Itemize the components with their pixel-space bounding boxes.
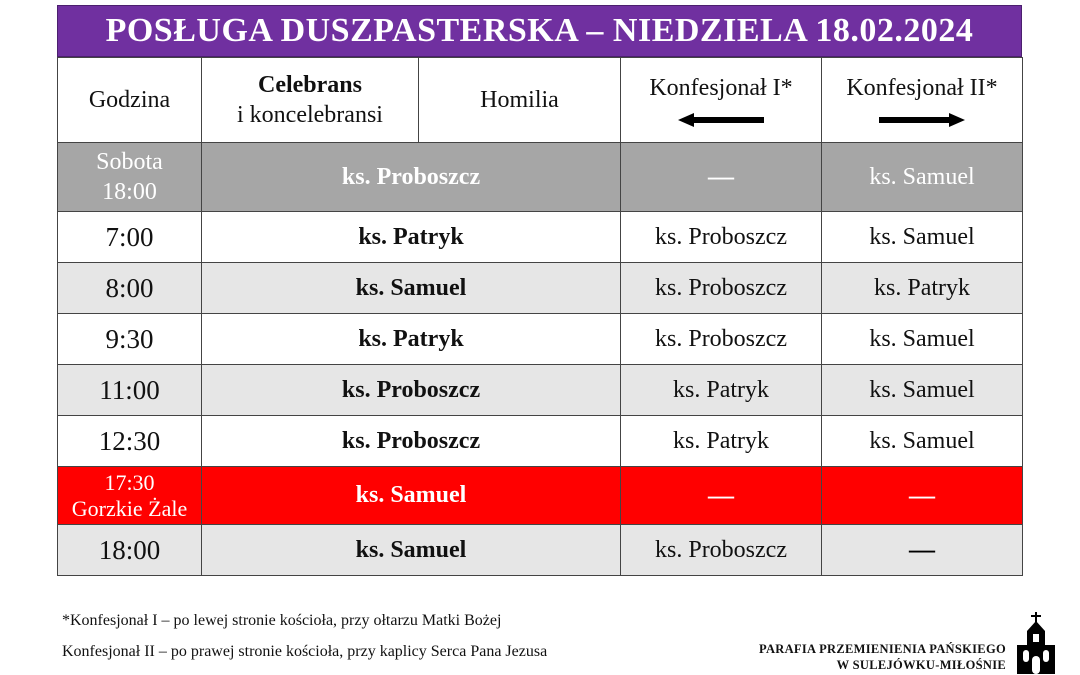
parish-name-line-2: W SULEJÓWKU-MIŁOŚNIE (836, 658, 1006, 672)
schedule-sheet (57, 5, 1022, 576)
schedule-table (57, 57, 1023, 576)
table-row (58, 525, 1023, 576)
time-cell: 18:00 (58, 525, 202, 576)
confessional-2-cell: — (822, 467, 1023, 525)
time-cell: 12:30 (58, 416, 202, 467)
footnote-confessional-2: Konfesjonał II – po prawej stronie kościoła, przy kaplicy Serca Pana Jezusa (62, 643, 548, 660)
confessional-2-cell: ks. Samuel (822, 143, 1023, 212)
celebrant-cell: ks. Samuel (202, 525, 621, 576)
time-cell: 11:00 (58, 365, 202, 416)
table-row (58, 263, 1023, 314)
header-celebrant-subtitle: i koncelebransi (237, 102, 383, 128)
table-row-lenten-service (58, 467, 1023, 525)
parish-name-line-1: PARAFIA PRZEMIENIENIA PAŃSKIEGO (758, 642, 1006, 656)
confessional-2-cell: ks. Samuel (822, 416, 1023, 467)
table-row (58, 365, 1023, 416)
confessional-1-cell: — (621, 143, 822, 212)
confessional-2-cell: ks. Samuel (822, 365, 1023, 416)
celebrant-cell: ks. Samuel (202, 263, 621, 314)
confessional-1-cell: — (621, 467, 822, 525)
confessional-1-cell: ks. Proboszcz (621, 314, 822, 365)
time-hour: 18:00 (102, 179, 157, 205)
time-day: Sobota (96, 149, 163, 175)
header-celebrant-title: Celebrans (258, 72, 362, 98)
confessional-2-cell: ks. Samuel (822, 314, 1023, 365)
header-confessional-1 (621, 58, 822, 143)
header-hour: Godzina (58, 58, 202, 143)
confessional-2-cell: ks. Patryk (822, 263, 1023, 314)
header-homily: Homilia (419, 58, 621, 143)
celebrant-cell: ks. Samuel (202, 467, 621, 525)
confessional-1-cell: ks. Proboszcz (621, 212, 822, 263)
parish-name (759, 641, 1006, 673)
page-title: POSŁUGA DUSZPASTERSKA – NIEDZIELA 18.02.2024 (57, 5, 1022, 57)
service-name: Gorzkie Żale (71, 495, 188, 521)
confessional-2-cell: ks. Samuel (822, 212, 1023, 263)
header-confessional-2 (822, 58, 1023, 143)
confessional-1-cell: ks. Proboszcz (621, 525, 822, 576)
arrow-left-icon (678, 113, 764, 127)
header-confessional-1-label: Konfesjonał I* (649, 75, 793, 101)
header-confessional-2-label: Konfesjonał II* (846, 75, 998, 101)
confessional-2-cell: — (822, 525, 1023, 576)
confessional-1-cell: ks. Patryk (621, 365, 822, 416)
celebrant-cell: ks. Patryk (202, 314, 621, 365)
time-cell: 8:00 (58, 263, 202, 314)
header-celebrant (202, 58, 419, 143)
celebrant-cell: ks. Proboszcz (202, 365, 621, 416)
celebrant-cell: ks. Patryk (202, 212, 621, 263)
table-header-row (58, 58, 1023, 143)
table-row (58, 212, 1023, 263)
time-cell (58, 467, 202, 525)
church-icon (1013, 612, 1059, 674)
time-cell (58, 143, 202, 212)
time-cell: 9:30 (58, 314, 202, 365)
table-row-saturday (58, 143, 1023, 212)
table-row (58, 314, 1023, 365)
table-row (58, 416, 1023, 467)
confessional-1-cell: ks. Proboszcz (621, 263, 822, 314)
footnote-confessional-1: *Konfesjonał I – po lewej stronie kościoła, przy ołtarzu Matki Bożej (62, 612, 502, 629)
celebrant-cell: ks. Proboszcz (202, 416, 621, 467)
celebrant-cell: ks. Proboszcz (202, 143, 621, 212)
confessional-1-cell: ks. Patryk (621, 416, 822, 467)
time-cell: 7:00 (58, 212, 202, 263)
time-hour: 17:30 (104, 469, 155, 495)
arrow-right-icon (879, 113, 965, 127)
